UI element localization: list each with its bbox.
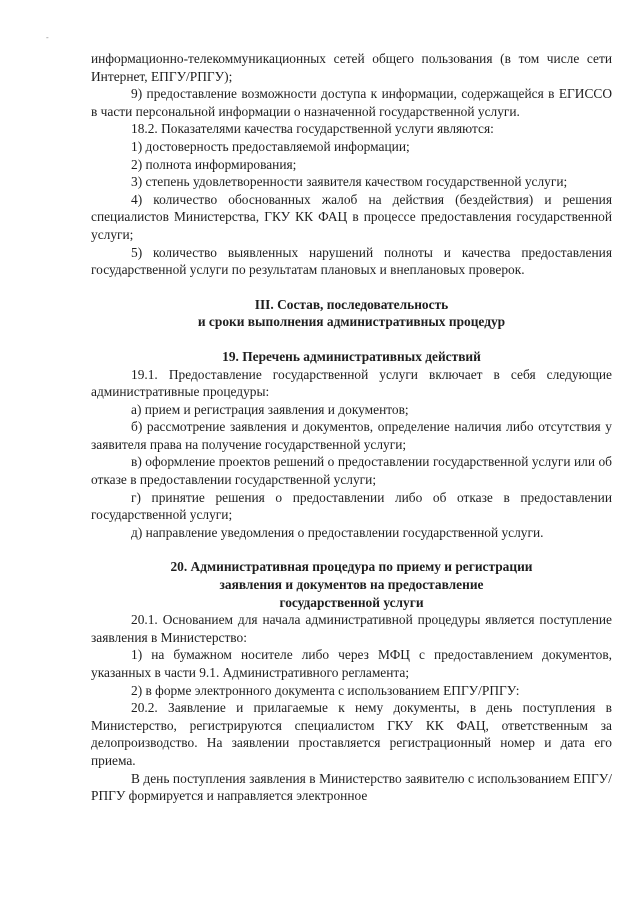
paragraph: 18.2. Показателями качества государственной услуги являются: <box>131 121 494 137</box>
list-item: 2) в форме электронного документа с использованием ЕПГУ/РПГУ: <box>131 682 520 698</box>
heading-line: 19. Перечень административных действий <box>222 348 481 364</box>
list-item: 4) количество обоснованных жалоб на действия (бездействия) и решения специалистов Министерства, ГКУ КК ФАЦ в процессе предоставления государственной услуги; <box>91 191 612 242</box>
section-20-heading <box>91 558 612 611</box>
list-item: 1) достоверность предоставляемой информации; <box>131 138 410 154</box>
heading-line: III. Состав, последовательность <box>254 296 449 312</box>
list-item: б) рассмотрение заявления и документов, определение наличия либо отсутствия у заявителя права на получение государственной услуги; <box>91 419 612 452</box>
scan-mark: - <box>46 33 49 42</box>
paragraph: 9) предоставление возможности доступа к информации, содержащейся в ЕГИССО в части персональной информации о назначенной государственной услуги. <box>91 86 612 119</box>
list-item: г) принятие решения о предоставлении либо об отказе в предоставлении государственной услуги; <box>91 489 612 523</box>
heading-line: государственной услуги <box>279 594 424 610</box>
paragraph: 20.2. Заявление и прилагаемые к нему документы, в день поступления в Министерство, регистрируются специалистом ГКУ КК ФАЦ, ответственным за делопроизводство. На заявлении проставляется регистрационный номер и дата его приема. <box>91 700 612 768</box>
block-3 <box>91 611 612 805</box>
block-1 <box>91 50 612 279</box>
list-item: 1) на бумажном носителе либо через МФЦ с предоставлением документов, указанных в части 9.1. Административного регламента; <box>91 647 612 680</box>
heading-line: и сроки выполнения административных процедур <box>197 314 506 330</box>
heading-line: заявления и документов на предоставление <box>219 577 484 593</box>
paragraph: 19.1. Предоставление государственной услуги включает в себя следующие административные процедуры: <box>91 366 612 400</box>
paragraph: информационно-телекоммуникационных сетей общего пользования (в том числе сети Интернет, ЕПГУ/РПГУ); <box>91 51 612 84</box>
heading-line: 20. Административная процедура по приему и регистрации <box>170 559 533 575</box>
paragraph: В день поступления заявления в Министерство заявителю с использованием ЕПГУ/РПГУ формируется и направляется электронное <box>91 770 612 804</box>
list-item: 5) количество выявленных нарушений полноты и качества предоставления государственной услуги по результатам плановых и внеплановых проверок. <box>91 244 612 278</box>
section-3-heading <box>91 296 612 331</box>
paragraph: 20.1. Основанием для начала административной процедуры является поступление заявления в Министерство: <box>91 612 612 645</box>
list-item: д) направление уведомления о предоставлении государственной услуги. <box>131 524 544 540</box>
list-item: 3) степень удовлетворенности заявителя качеством государственной услуги; <box>131 174 568 190</box>
list-item: а) прием и регистрация заявления и документов; <box>131 401 409 417</box>
section-19-heading <box>91 348 612 366</box>
block-2 <box>91 366 612 542</box>
list-item: 2) полнота информирования; <box>131 156 297 172</box>
list-item: в) оформление проектов решений о предоставлении государственной услуги или об отказе в предоставлении государственной услуги; <box>91 454 612 488</box>
